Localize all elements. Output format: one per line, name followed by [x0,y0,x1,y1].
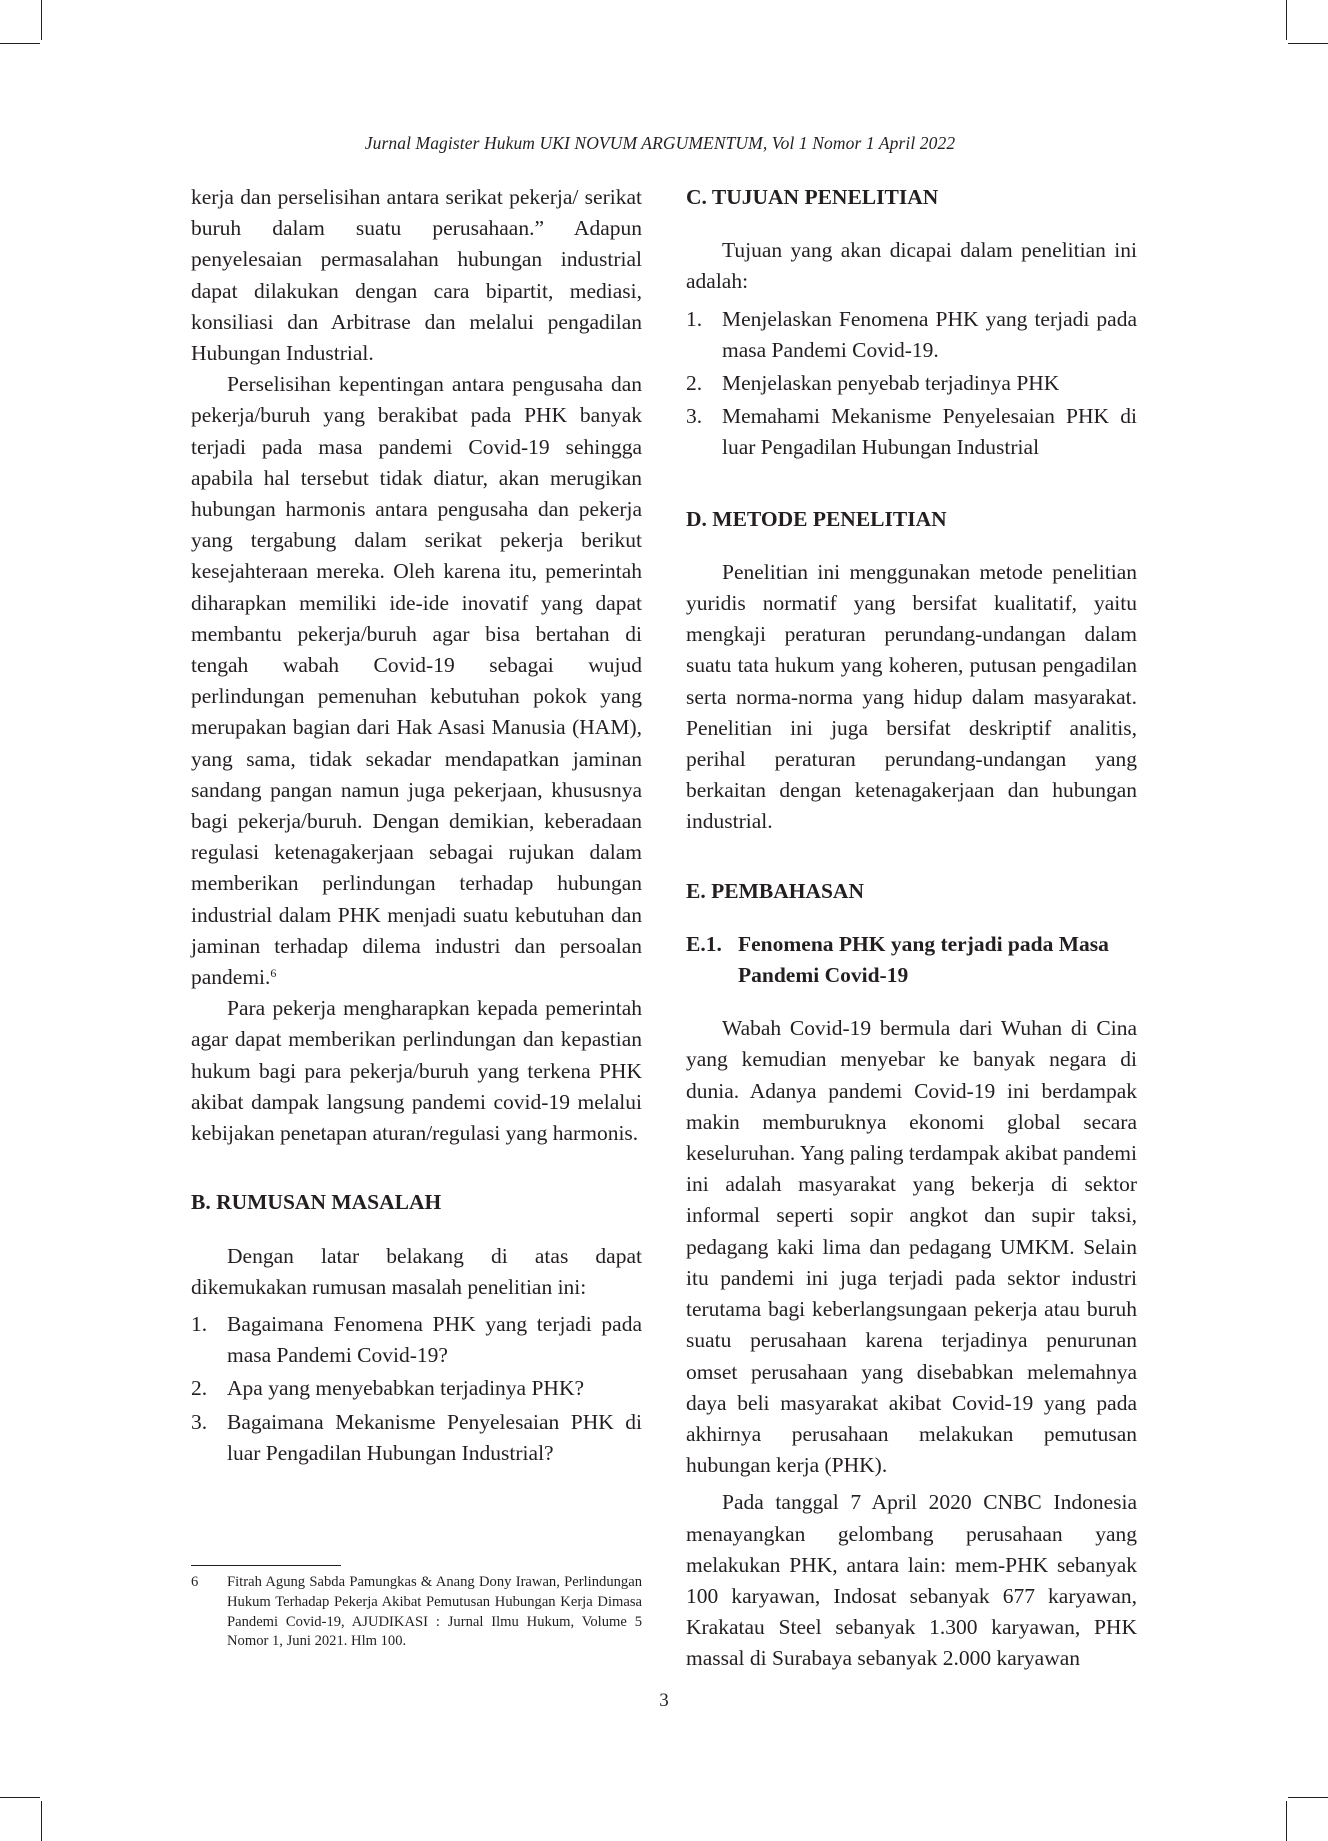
list-item: 2. Menjelaskan penyebab terjadinya PHK [686,371,1060,396]
section-heading: B. RUMUSAN MASALAH [191,1190,442,1215]
subsection-heading: E.1. Fenomena PHK yang terjadi pada Masa Pandemi Covid-19 [686,931,1109,988]
footnote-rule [191,1565,341,1566]
page-number: 3 [659,1690,669,1711]
section-heading: E. PEMBAHASAN [686,878,864,903]
section-heading: C. TUJUAN PENELITIAN [686,185,939,209]
list-item: 3. Bagaimana Mekanisme Penyelesaian PHK di luar Pengadilan Hubungan Industrial? [191,1409,642,1465]
crop-mark [1288,1797,1328,1798]
footnote-text: Fitrah Agung Sabda Pamungkas & Anang Dony Irawan, Perlindungan Hukum Terhadap Pekerja Akibat Pemutusan Hubungan Kerja Dimasa Pandemi Covid-19, AJUDIKASI : Jurnal Ilmu Hukum, Volume 5 Nomor 1, Juni 2021. Hlm 100. [227,1574,642,1650]
footnote [191,1573,642,1652]
numbered-list [191,1309,642,1469]
list-item: 2. Apa yang menyebabkan terjadinya PHK? [191,1376,585,1401]
paragraph: kerja dan perselisihan antara serikat pekerja/ serikat buruh dalam suatu perusahaan.” Adapun penyelesaian permasalahan hubungan industrial dapat dilakukan dengan cara bipartit, mediasi, konsiliasi dan Arbitrase dan melalui pengadilan Hubungan Industrial. [191,185,642,366]
list-item: 1. Menjelaskan Fenomena PHK yang terjadi pada masa Pandemi Covid-19. [686,306,1137,362]
section-heading: D. METODE PENELITIAN [686,506,947,531]
crop-mark [1286,0,1287,40]
footnote-ref[interactable]: 6 [270,966,277,981]
crop-mark [0,1797,40,1798]
footnote-number: 6 [191,1574,199,1590]
paragraph: Wabah Covid-19 bermula dari Wuhan di Cina yang kemudian menyebar ke banyak negara di dunia. Adanya pandemi Covid-19 ini berdampak makin memburuknya ekonomi global secara keseluruhan. Yang paling terdampak akibat pandemi ini adalah masyarakat yang bekerja di sektor informal seperti sopir angkot dan supir taksi, pedagang kaki lima dan pedagang UMKM. Selain itu pandemi ini juga terjadi pada sektor industri terutama bagi keberlangsungaan pekerja atau buruh suatu perusahaan karena terjadinya penurunan omset perusahaan yang disebabkan melemahnya daya beli masyarakat akibat Covid-19 yang pada akhirnya perusahaan melakukan pemutusan hubungan kerja (PHK). [686,1016,1137,1478]
paragraph: Dengan latar belakang di atas dapat dikemukakan rumusan masalah penelitian ini: [191,1243,642,1299]
crop-mark [1286,1801,1287,1841]
list-item: 1. Bagaimana Fenomena PHK yang terjadi pada masa Pandemi Covid-19? [191,1311,642,1368]
running-header: Jurnal Magister Hukum UKI NOVUM ARGUMENTUM, Vol 1 Nomor 1 April 2022 [364,133,956,153]
crop-mark [1288,43,1328,44]
crop-mark [41,0,42,40]
paragraph: Para pekerja mengharapkan kepada pemerintah agar dapat memberikan perlindungan dan kepastian hukum bagi para pekerja/buruh yang terkena PHK akibat dampak langsung pandemi covid-19 melalui kebijakan penetapan aturan/regulasi yang harmonis. [191,996,642,1146]
numbered-list [686,304,1137,464]
list-item: 3. Memahami Mekanisme Penyelesaian PHK di luar Pengadilan Hubungan Industrial [686,404,1137,460]
crop-mark [0,43,40,44]
right-column [686,182,1137,1675]
paragraph: Pada tanggal 7 April 2020 CNBC Indonesia menayangkan gelombang perusahaan yang melakukan PHK, antara lain: mem-PHK sebanyak 100 karyawan, Indosat sebanyak 677 karyawan, Krakatau Steel sebanyak 1.300 karyawan, PHK massal di Surabaya sebanyak 2.000 karyawan [686,1490,1137,1671]
crop-mark [41,1801,42,1841]
left-column [191,182,642,1471]
paragraph: Tujuan yang akan dicapai dalam penelitian ini adalah: [686,238,1137,294]
paragraph: Perselisihan kepentingan antara pengusaha dan pekerja/buruh yang berakibat pada PHK banyak terjadi pada masa pandemi Covid-19 sehingga apabila hal tersebut tidak diatur, akan merugikan hubungan harmonis antara pengusaha dan pekerja yang tergabung dalam serikat pekerja berikut kesejahteraan mereka. Oleh karena itu, pemerintah diharapkan memiliki ide-ide inovatif yang dapat membantu pekerja/buruh agar bisa bertahan di tengah wabah Covid-19 sebagai wujud perlindungan pemenuhan kebutuhan pokok yang merupakan bagian dari Hak Asasi Manusia (HAM), yang sama, tidak sekadar mendapatkan jaminan sandang pangan namun juga pekerjaan, khususnya bagi pekerja/buruh. Dengan demikian, keberadaan regulasi ketenagakerjaan sebagai rujukan dalam memberikan perlindungan terhadap hubungan industrial dalam PHK menjadi suatu kebutuhan dan jaminan terhadap dilema industri dan persoalan pandemi.$^6$ [191,372,642,990]
paragraph: Penelitian ini menggunakan metode penelitian yuridis normatif yang bersifat kualitatif, yaitu mengkaji peraturan perundang-undangan dalam suatu tata hukum yang koheren, putusan pengadilan serta norma-norma yang hidup dalam masyarakat. Penelitian ini juga bersifat deskriptif analitis, perihal peraturan perundang-undangan yang berkaitan dengan ketenagakerjaan dan hubungan industrial. [686,559,1137,834]
